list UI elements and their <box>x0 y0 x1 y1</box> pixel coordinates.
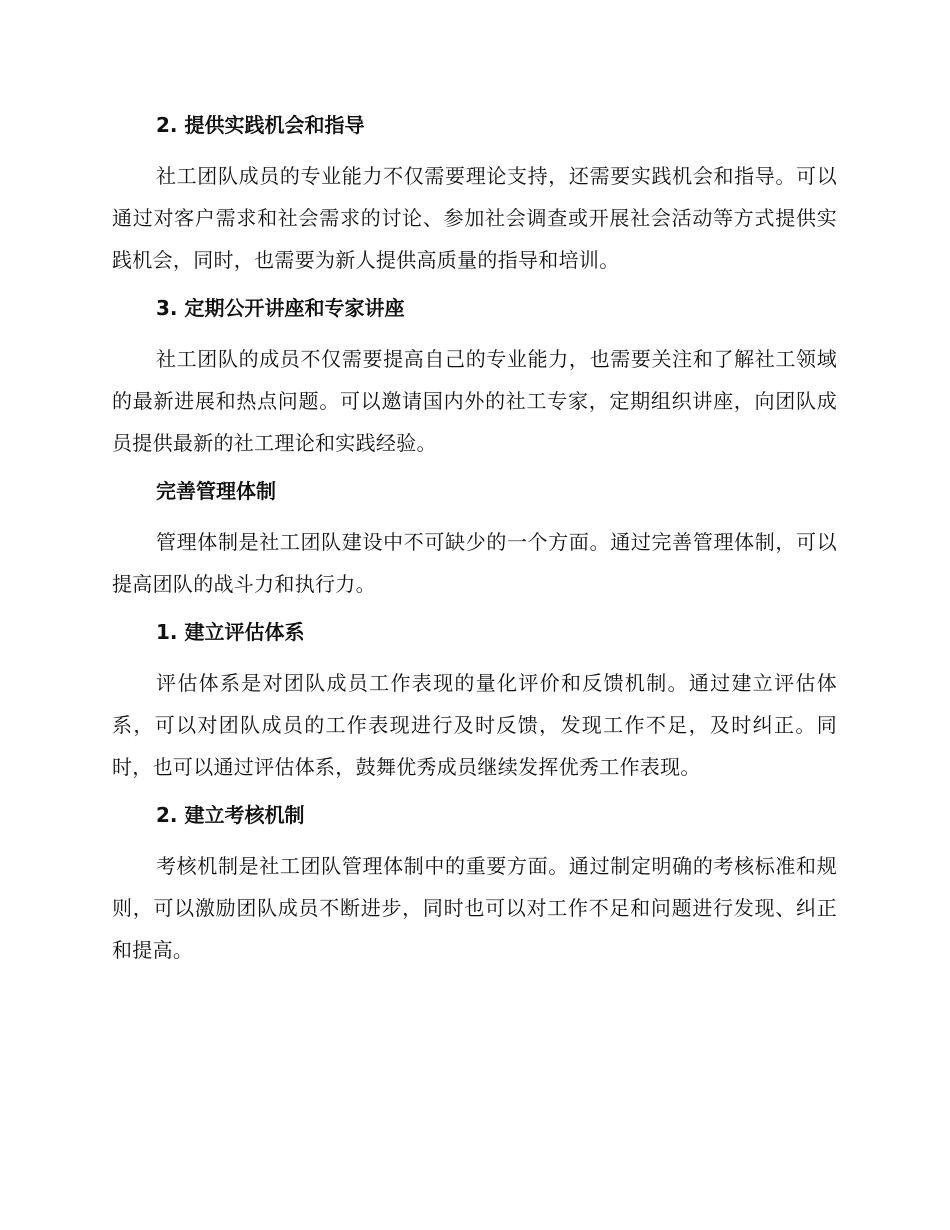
paragraph-practice: 社工团队成员的专业能力不仅需要理论支持，还需要实践机会和指导。可以通过对客户需求和社会需求的讨论、参加社会调查或开展社会活动等方式提供实践机会，同时，也需要为新人提供高质量的指导和培训。 <box>112 164 837 272</box>
paragraph-assessment: 考核机制是社工团队管理体制中的重要方面。通过制定明确的考核标准和规则，可以激励团队成员不断进步，同时也可以对工作不足和问题进行发现、纠正和提高。 <box>112 854 837 962</box>
section-heading-assessment: 2. 建立考核机制 <box>156 803 305 827</box>
paragraph-evaluation: 评估体系是对团队成员工作表现的量化评价和反馈机制。通过建立评估体系，可以对团队成员的工作表现进行及时反馈，发现工作不足，及时纠正。同时，也可以通过评估体系，鼓舞优秀成员继续发挥优秀工作表现。 <box>112 671 837 779</box>
paragraph-lectures: 社工团队的成员不仅需要提高自己的专业能力，也需要关注和了解社工领域的最新进展和热点问题。可以邀请国内外的社工专家，定期组织讲座，向团队成员提供最新的社工理论和实践经验。 <box>112 347 837 455</box>
document-body <box>112 110 837 983</box>
section-heading-lectures: 3. 定期公开讲座和专家讲座 <box>156 296 405 320</box>
section-heading-evaluation: 1. 建立评估体系 <box>156 620 305 644</box>
section-heading-practice: 2. 提供实践机会和指导 <box>156 113 365 137</box>
paragraph-management: 管理体制是社工团队建设中不可缺少的一个方面。通过完善管理体制，可以提高团队的战斗力和执行力。 <box>112 530 837 596</box>
section-heading-management: 完善管理体制 <box>156 479 276 503</box>
